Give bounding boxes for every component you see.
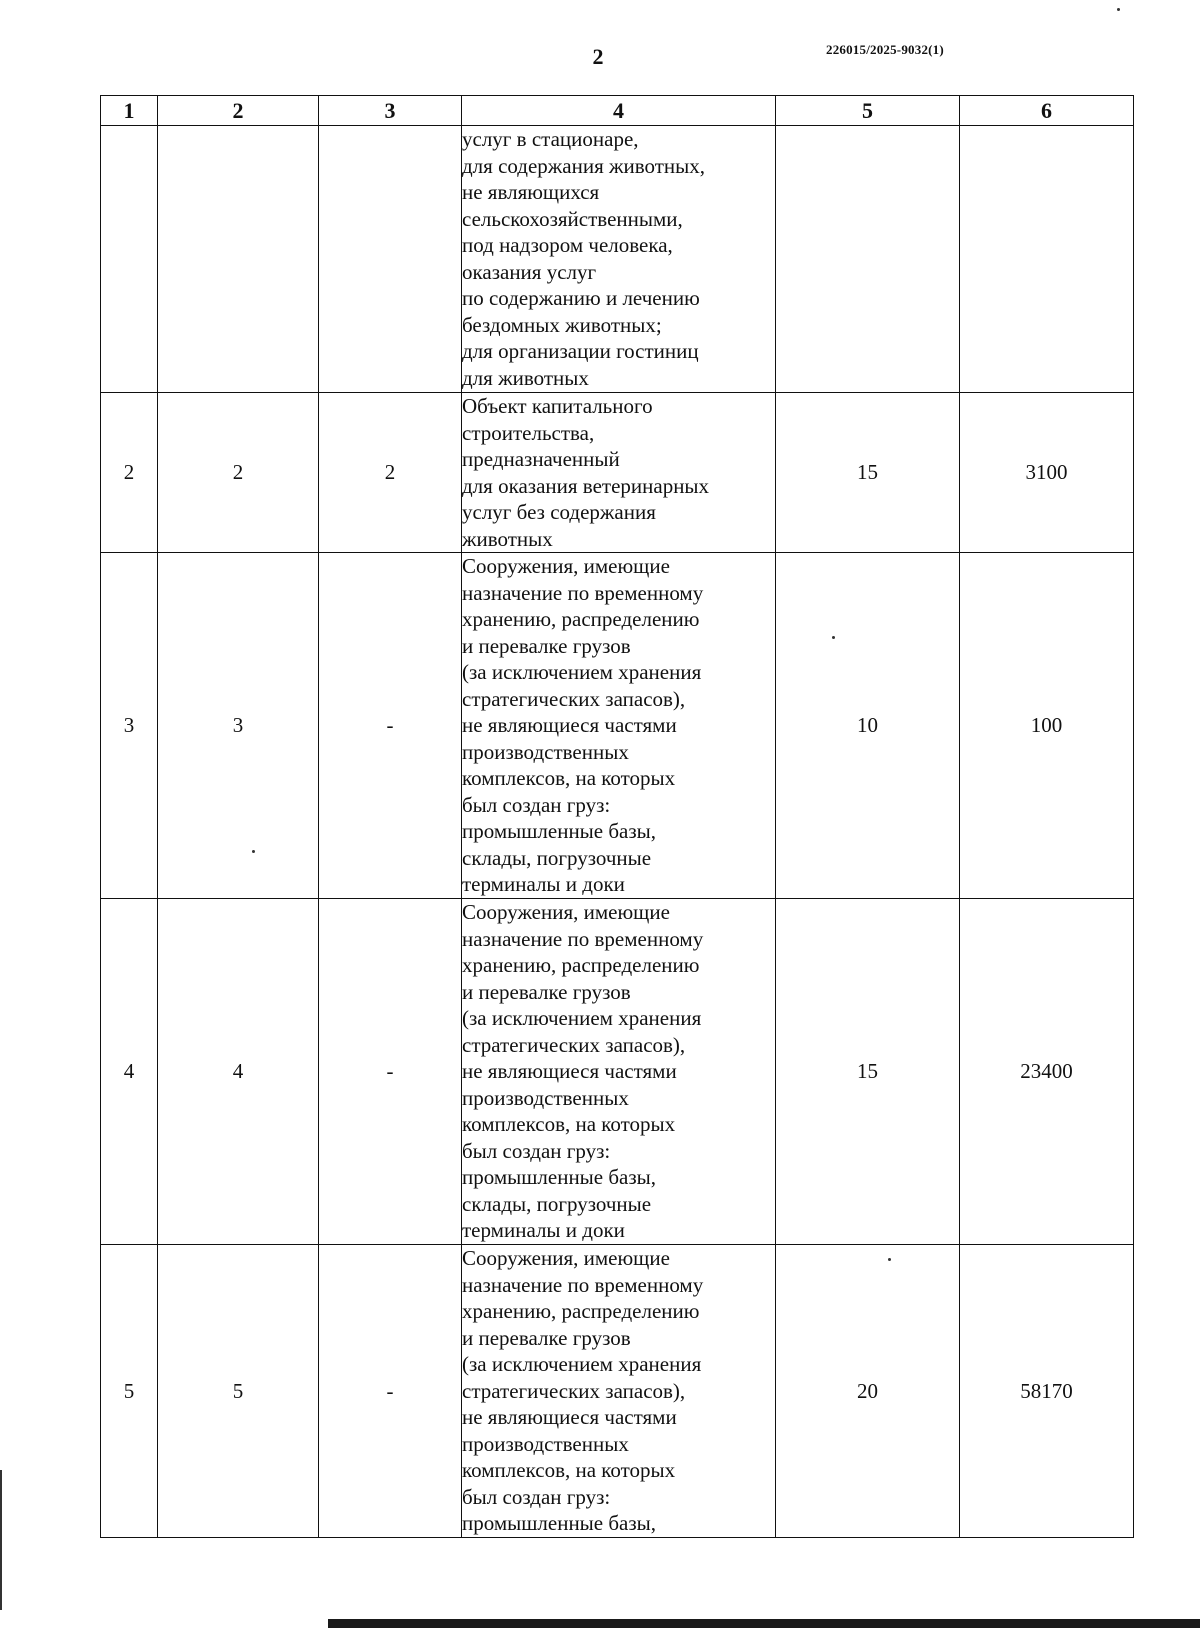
table-cell-col1 [101, 126, 158, 393]
table-cell-col6: 58170 [960, 1245, 1134, 1538]
description-line: и перевалке грузов [462, 979, 631, 1004]
table-cell-col5: 20 [776, 1245, 960, 1538]
description-line: (за исключением хранения [462, 660, 702, 684]
description-line: для животных [462, 365, 589, 390]
column-header: 3 [319, 96, 462, 126]
description-line: и перевалке грузов [462, 633, 631, 658]
scan-edge-bar [328, 1619, 1200, 1628]
table-cell-col2: 2 [158, 393, 319, 553]
table-cell-col1: 3 [101, 553, 158, 899]
description-line: предназначенный [462, 447, 620, 471]
table-cell-col6 [960, 126, 1134, 393]
description-line: промышленные базы, [462, 819, 657, 843]
table-cell-col6: 3100 [960, 393, 1134, 553]
description-line: стратегических запасов), [462, 686, 686, 711]
document-reference: 226015/2025-9032(1) [826, 42, 944, 57]
table-cell-col2: 5 [158, 1245, 319, 1538]
description-line: сельскохозяйственными, [462, 206, 683, 231]
description-line: под надзором человека, [462, 233, 673, 257]
table-cell-col5 [776, 126, 960, 393]
column-header: 6 [960, 96, 1134, 126]
table-header-row [101, 96, 1134, 126]
table-cell-description [462, 126, 776, 393]
description-line: для оказания ветеринарных [462, 473, 710, 498]
table-cell-description [462, 1245, 776, 1538]
table-row [101, 126, 1134, 393]
description-line: для организации гостиниц [462, 339, 699, 363]
table-cell-col1: 2 [101, 393, 158, 553]
scan-speck [832, 636, 835, 639]
column-header: 5 [776, 96, 960, 126]
description-line: стратегических запасов), [462, 1378, 686, 1403]
description-line: назначение по временному [462, 580, 704, 605]
table-cell-col2: 4 [158, 899, 319, 1245]
description-line: был создан груз: [462, 792, 611, 817]
description-line: производственных [462, 1431, 629, 1456]
description-line: не являющиеся частями [462, 713, 677, 737]
description-line: бездомных животных; [462, 312, 662, 337]
description-line: комплексов, на которых [462, 1458, 676, 1482]
table-cell-col6: 100 [960, 553, 1134, 899]
description-line: Объект капитального [462, 394, 653, 418]
scan-speck [1117, 8, 1120, 11]
description-line: промышленные базы, [462, 1165, 657, 1189]
description-line: услуг без содержания [462, 500, 656, 524]
description-line: Сооружения, имеющие [462, 900, 670, 924]
table-cell-col5: 15 [776, 899, 960, 1245]
table-cell-col5: 15 [776, 393, 960, 553]
description-line: производственных [462, 739, 629, 764]
description-line: был создан груз: [462, 1138, 611, 1163]
table-row [101, 393, 1134, 553]
description-line: комплексов, на которых [462, 766, 676, 790]
table-cell-col1: 4 [101, 899, 158, 1245]
description-line: хранению, распределению [462, 1299, 700, 1323]
table-cell-col6: 23400 [960, 899, 1134, 1245]
description-line: склады, погрузочные [462, 1191, 652, 1216]
description-line: Сооружения, имеющие [462, 554, 670, 578]
table-cell-col2: 3 [158, 553, 319, 899]
description-line: был создан груз: [462, 1484, 611, 1509]
description-line: (за исключением хранения [462, 1006, 702, 1030]
table-cell-description [462, 393, 776, 553]
table-cell-description [462, 553, 776, 899]
description-line: не являющиеся частями [462, 1405, 677, 1429]
description-line: не являющиеся частями [462, 1059, 677, 1083]
table-row [101, 899, 1134, 1245]
column-header: 1 [101, 96, 158, 126]
table-cell-col3: 2 [319, 393, 462, 553]
table-cell-col5: 10 [776, 553, 960, 899]
description-line: хранению, распределению [462, 953, 700, 977]
description-line: оказания услуг [462, 259, 597, 284]
description-line: склады, погрузочные [462, 845, 652, 870]
description-line: промышленные базы, [462, 1511, 657, 1535]
description-line: назначение по временному [462, 1272, 704, 1297]
description-line: не являющихся [462, 180, 600, 204]
scan-speck [888, 1258, 891, 1261]
description-line: услуг в стационаре, [462, 127, 639, 151]
description-line: строительства, [462, 420, 595, 445]
description-line: назначение по временному [462, 926, 704, 951]
table-cell-col3: - [319, 899, 462, 1245]
description-line: терминалы и доки [462, 872, 625, 896]
data-table [100, 95, 1134, 1538]
description-line: Сооружения, имеющие [462, 1246, 670, 1270]
scan-margin-line [0, 1470, 2, 1610]
table-cell-col3 [319, 126, 462, 393]
table-row [101, 1245, 1134, 1538]
description-line: стратегических запасов), [462, 1032, 686, 1057]
description-line: животных [462, 526, 553, 551]
column-header: 4 [462, 96, 776, 126]
description-line: производственных [462, 1085, 629, 1110]
table-cell-col3: - [319, 553, 462, 899]
page-number: 2 [592, 44, 604, 69]
description-line: для содержания животных, [462, 153, 706, 178]
description-line: хранению, распределению [462, 607, 700, 631]
table-cell-col3: - [319, 1245, 462, 1538]
description-line: и перевалке грузов [462, 1325, 631, 1350]
column-header: 2 [158, 96, 319, 126]
description-line: терминалы и доки [462, 1218, 625, 1242]
table-cell-description [462, 899, 776, 1245]
description-line: комплексов, на которых [462, 1112, 676, 1136]
description-line: по содержанию и лечению [462, 286, 700, 310]
table-row [101, 553, 1134, 899]
scan-speck [252, 850, 255, 853]
description-line: (за исключением хранения [462, 1352, 702, 1376]
table-cell-col1: 5 [101, 1245, 158, 1538]
table-cell-col2 [158, 126, 319, 393]
